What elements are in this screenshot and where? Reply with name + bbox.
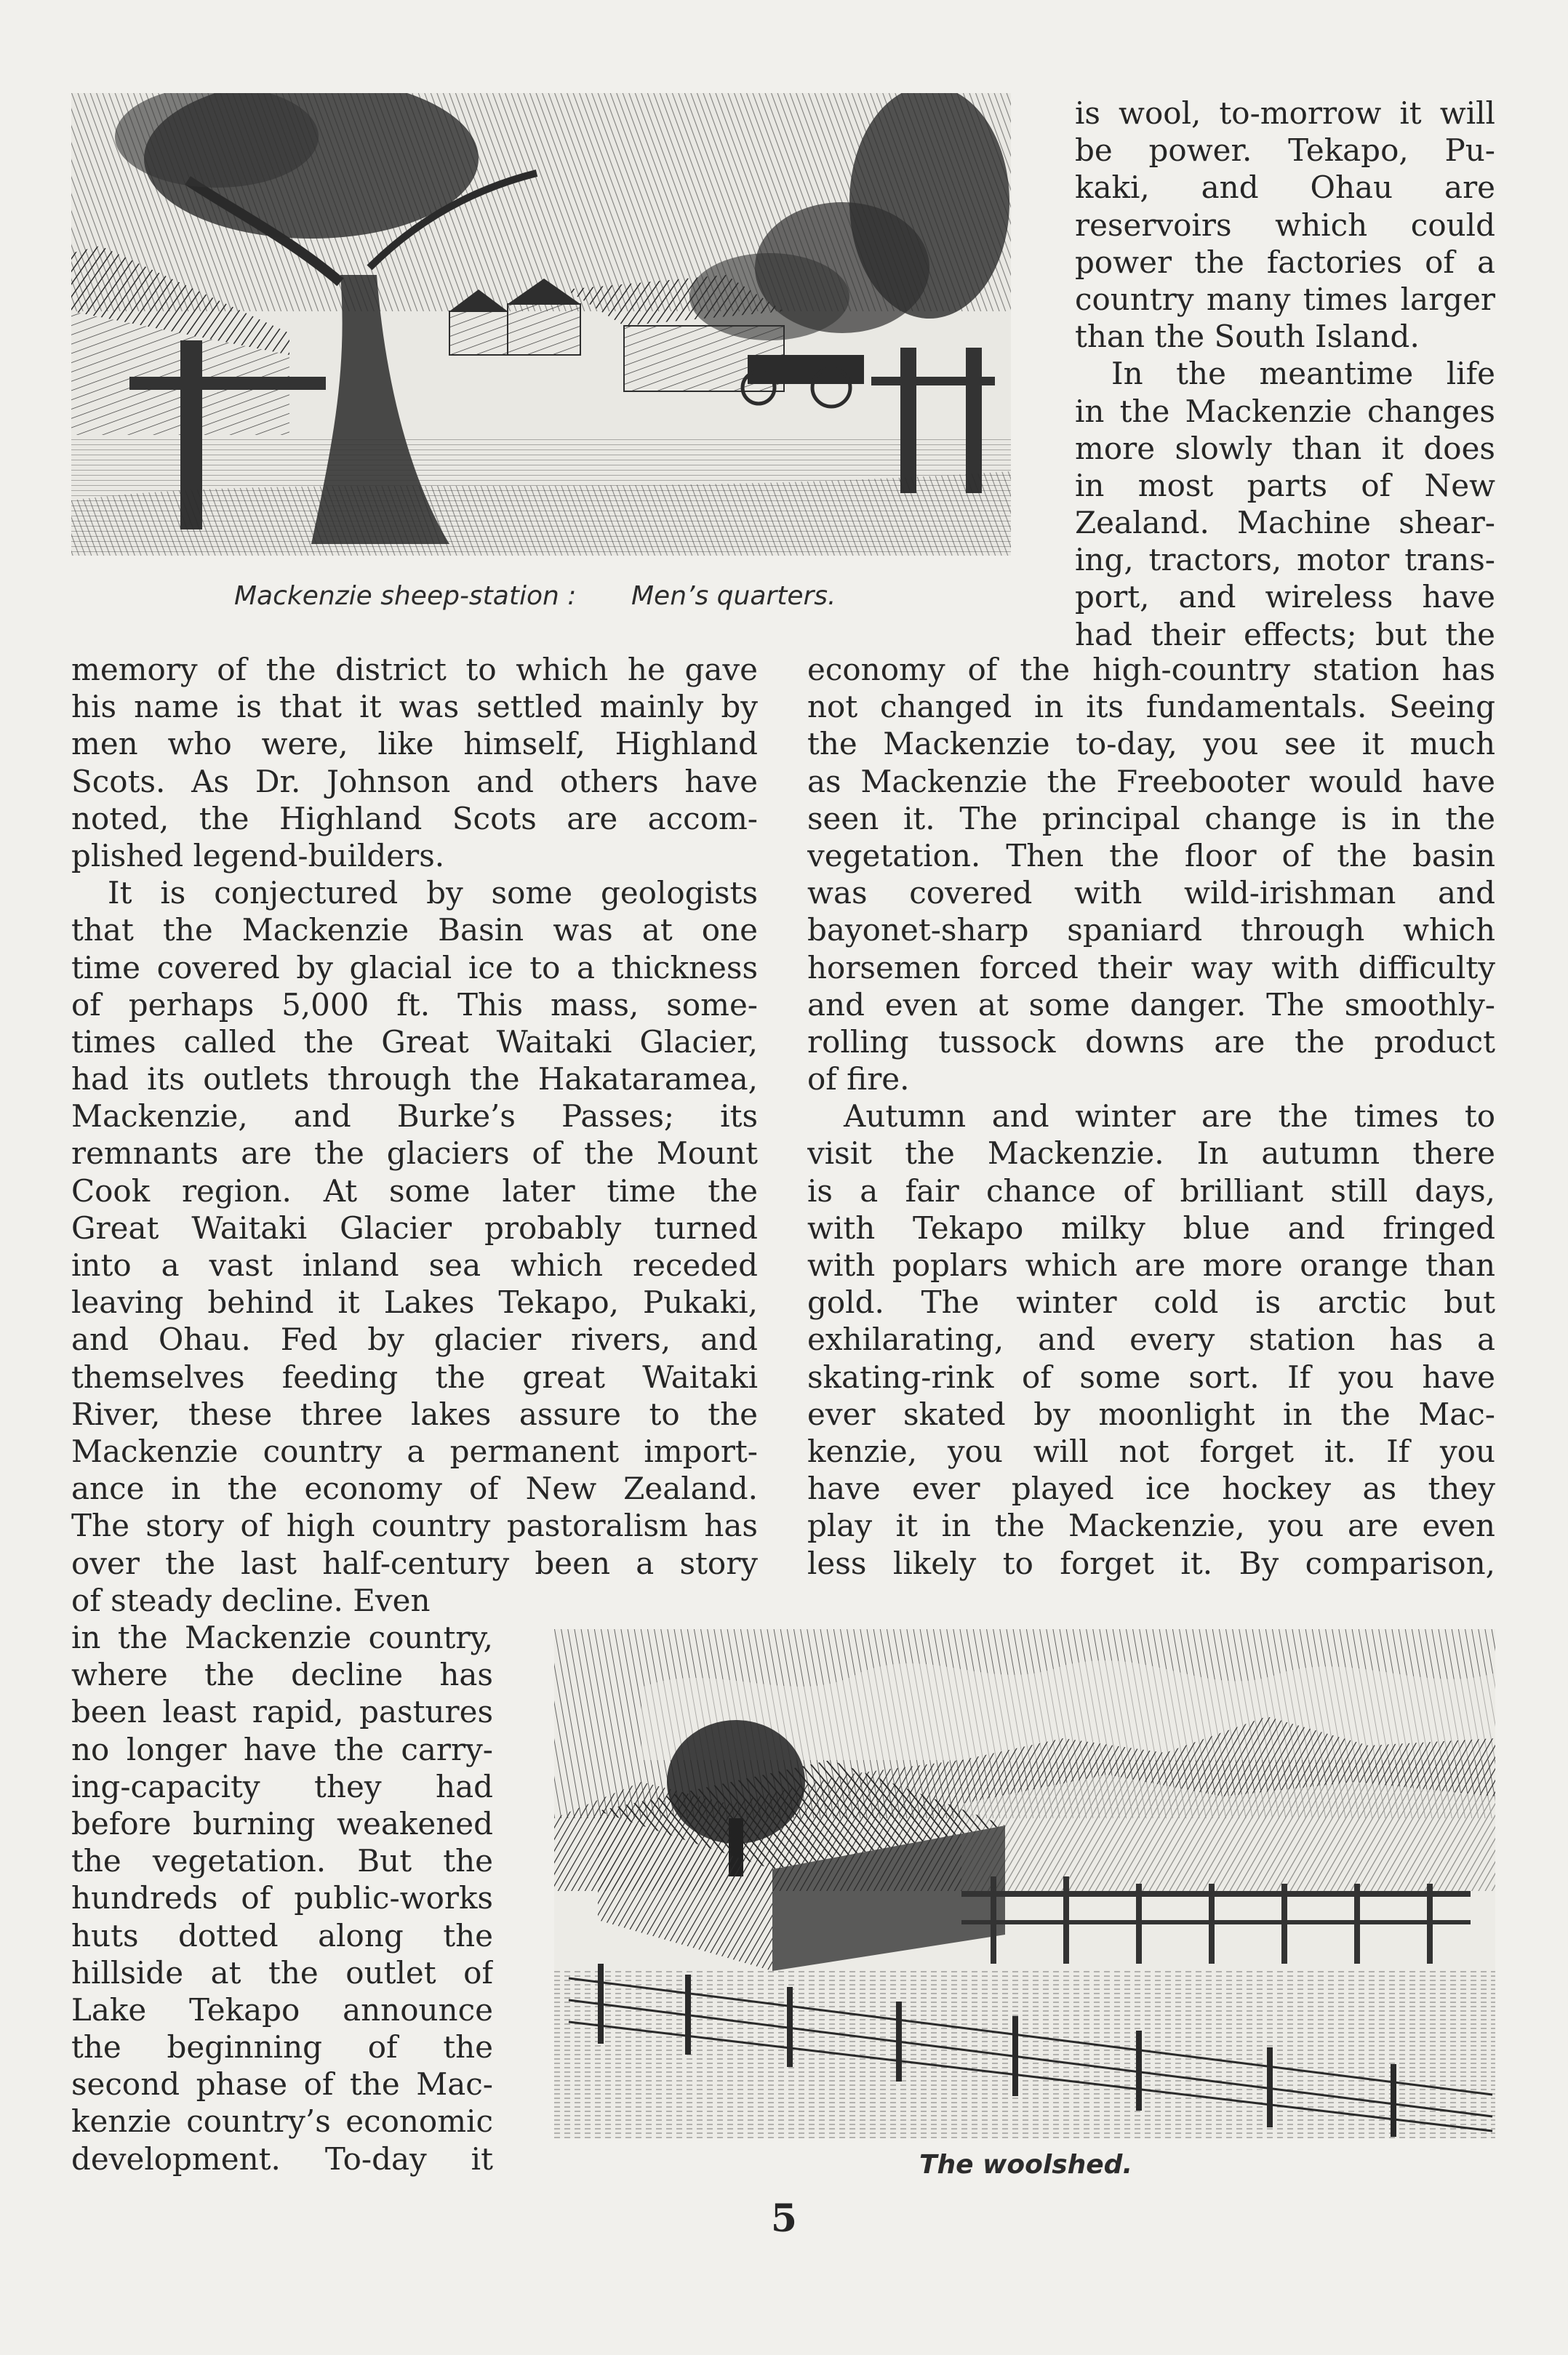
text-line: noted, the Highland Scots are accom- xyxy=(71,800,758,836)
text-line: play it in the Mackenzie, you are even xyxy=(807,1508,1495,1544)
text-line: ever skated by moonlight in the Mac- xyxy=(807,1396,1495,1432)
text-line: ance in the economy of New Zealand. xyxy=(71,1471,758,1507)
text-line: of perhaps 5,000 ft. This mass, some- xyxy=(71,986,758,1023)
text-line: is a fair chance of brilliant still days, xyxy=(807,1172,1495,1209)
text-line: less likely to forget it. By comparison, xyxy=(807,1545,1495,1581)
text-line: into a vast inland sea which receded xyxy=(71,1247,758,1283)
text-line: exhilarating, and every station has a xyxy=(807,1322,1495,1358)
text-line: had their effects; but the xyxy=(1075,616,1495,652)
text-line: plished legend-builders. xyxy=(71,837,445,873)
text-line: Scots. As Dr. Johnson and others have xyxy=(71,763,758,799)
text-line: the vegetation. But the xyxy=(71,1843,493,1879)
text-line: country many times larger xyxy=(1075,281,1495,317)
text-line: no longer have the carry- xyxy=(71,1731,493,1767)
text-line: bayonet-sharp spaniard through which xyxy=(807,912,1495,948)
text-line: vegetation. Then the floor of the basin xyxy=(807,837,1495,873)
text-line: kenzie, you will not forget it. If you xyxy=(807,1433,1495,1469)
text-right-column xyxy=(807,651,1495,1582)
text-line: in the Mackenzie country, xyxy=(71,1620,493,1655)
text-line: before burning weakened xyxy=(71,1805,493,1842)
text-line: in the Mackenzie changes xyxy=(1075,393,1495,429)
text-line: ing-capacity they had xyxy=(71,1768,493,1804)
text-line: economy of the high-country station has xyxy=(807,652,1495,687)
text-top-right xyxy=(1075,95,1495,653)
text-line: Cook region. At some later time the xyxy=(71,1172,758,1209)
text-line: his name is that it was settled mainly by xyxy=(71,689,758,725)
text-line: of steady decline. Even xyxy=(71,1582,431,1618)
text-line: Autumn and winter are the times to xyxy=(844,1098,1495,1135)
text-line: be power. Tekapo, Pu- xyxy=(1075,132,1495,169)
text-line: port, and wireless have xyxy=(1075,579,1495,615)
text-line: remnants are the glaciers of the Mount xyxy=(71,1135,758,1172)
text-line: leaving behind it Lakes Tekapo, Pukaki, xyxy=(71,1284,758,1321)
text-line: Mackenzie, and Burke’s Passes; its xyxy=(71,1098,758,1135)
text-line: that the Mackenzie Basin was at one xyxy=(71,912,758,948)
text-line: Zealand. Machine shear- xyxy=(1075,505,1495,541)
text-line: in most parts of New xyxy=(1075,467,1495,503)
text-line: power the factories of a xyxy=(1075,244,1495,280)
text-line: development. To-day it xyxy=(71,2140,493,2177)
text-line: had its outlets through the Hakataramea, xyxy=(71,1061,758,1097)
figure-caption-right: Men’s quarters. xyxy=(631,581,836,611)
text-line: visit the Mackenzie. In autumn there xyxy=(807,1135,1495,1172)
text-line: not changed in its fundamentals. Seeing xyxy=(807,689,1495,725)
text-line: and Ohau. Fed by glacier rivers, and xyxy=(71,1322,758,1358)
text-line: of fire. xyxy=(807,1061,910,1097)
text-line: horsemen forced their way with difficulty xyxy=(807,949,1495,985)
text-line: reservoirs which could xyxy=(1075,207,1495,243)
text-line: kenzie country’s economic xyxy=(71,2103,493,2140)
text-line: where the decline has xyxy=(71,1657,493,1693)
text-line: skating-rink of some sort. If you have xyxy=(807,1359,1495,1395)
figure-caption-woolshed: The woolshed. xyxy=(919,2150,1133,2180)
text-line: Great Waitaki Glacier probably turned xyxy=(71,1210,758,1246)
text-line: Lake Tekapo announce xyxy=(71,1991,493,2028)
text-line: hundreds of public-works xyxy=(71,1880,493,1916)
text-line: than the South Island. xyxy=(1075,319,1420,355)
text-left-column xyxy=(71,651,758,1619)
text-line: the Mackenzie to-day, you see it much xyxy=(807,726,1495,762)
text-left-narrow xyxy=(71,1619,493,2178)
text-line: In the meantime life xyxy=(1111,356,1495,392)
text-line: and even at some danger. The smoothly- xyxy=(807,986,1495,1023)
text-line: It is conjectured by some geologists xyxy=(108,875,758,911)
text-line: The story of high country pastoralism has xyxy=(71,1508,758,1544)
text-line: with Tekapo milky blue and fringed xyxy=(807,1210,1495,1246)
illustration-woolshed xyxy=(554,1629,1495,2138)
text-line: been least rapid, pastures xyxy=(71,1694,493,1730)
text-line: kaki, and Ohau are xyxy=(1075,169,1495,206)
text-line: is wool, to-morrow it will xyxy=(1075,95,1495,131)
text-line: as Mackenzie the Freebooter would have xyxy=(807,763,1495,799)
page-number: 5 xyxy=(770,2196,798,2241)
text-line: seen it. The principal change is in the xyxy=(807,800,1495,836)
text-line: time covered by glacial ice to a thickness xyxy=(71,949,758,985)
text-line: times called the Great Waitaki Glacier, xyxy=(71,1023,758,1060)
text-line: hillside at the outlet of xyxy=(71,1954,493,1991)
text-line: have ever played ice hockey as they xyxy=(807,1471,1495,1507)
text-line: with poplars which are more orange than xyxy=(807,1247,1495,1283)
text-line: rolling tussock downs are the product xyxy=(807,1023,1495,1060)
text-line: the beginning of the xyxy=(71,2029,493,2066)
text-line: was covered with wild-irishman and xyxy=(807,875,1495,911)
illustration-mens-quarters xyxy=(71,93,1011,556)
text-line: more slowly than it does xyxy=(1075,430,1495,466)
text-line: over the last half-century been a story xyxy=(71,1545,758,1581)
text-line: second phase of the Mac- xyxy=(71,2066,493,2103)
text-line: gold. The winter cold is arctic but xyxy=(807,1284,1495,1321)
text-line: themselves feeding the great Waitaki xyxy=(71,1359,758,1395)
text-line: Mackenzie country a permanent import- xyxy=(71,1433,758,1469)
text-line: ing, tractors, motor trans- xyxy=(1075,542,1495,578)
text-line: huts dotted along the xyxy=(71,1917,493,1954)
text-line: memory of the district to which he gave xyxy=(71,652,758,687)
text-line: men who were, like himself, Highland xyxy=(71,726,758,762)
figure-caption-left: Mackenzie sheep-station : xyxy=(234,581,577,611)
text-line: River, these three lakes assure to the xyxy=(71,1396,758,1432)
